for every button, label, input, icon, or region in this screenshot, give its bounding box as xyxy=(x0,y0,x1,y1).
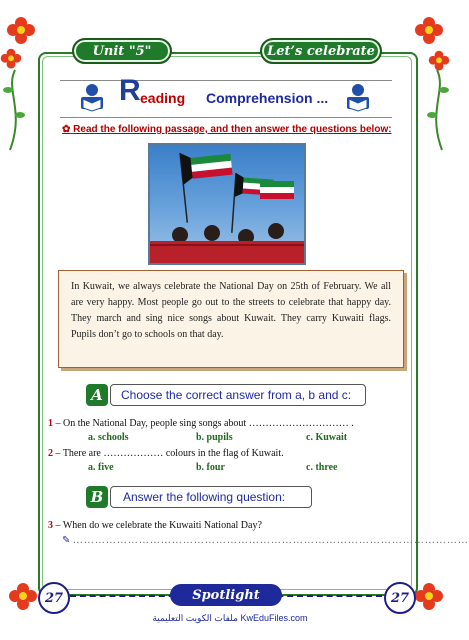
flower-icon xyxy=(414,582,444,612)
q2-option-b[interactable]: b. four xyxy=(196,462,225,473)
flower-icon xyxy=(428,50,450,72)
title-word: eading xyxy=(140,90,186,106)
title-initial: R xyxy=(119,74,141,107)
flower-icon xyxy=(8,582,38,612)
question-number: 1 xyxy=(48,418,53,429)
vine-icon xyxy=(0,70,30,150)
question-text: – When do we celebrate the Kuwaiti National Day? xyxy=(55,520,262,531)
section-label: Let’s celebrate xyxy=(260,38,382,64)
flower-icon xyxy=(6,16,36,46)
title-word-2: Comprehension ... xyxy=(206,90,329,106)
question-text: – On the National Day, people sing songs about ………………………… . xyxy=(55,418,354,429)
question-number: 3 xyxy=(48,520,53,531)
q1-option-a[interactable]: a. schools xyxy=(88,432,129,443)
section-a-badge: A xyxy=(86,384,108,406)
reading-child-icon xyxy=(344,82,372,112)
q1-option-b[interactable]: b. pupils xyxy=(196,432,233,443)
pencil-icon: ✎ xyxy=(62,535,71,546)
question-1 xyxy=(48,418,408,429)
q2-option-c[interactable]: c. three xyxy=(306,462,338,473)
q2-option-a[interactable]: a. five xyxy=(88,462,114,473)
section-a-title: Choose the correct answer from a, b and c: xyxy=(110,384,366,406)
instruction xyxy=(62,124,402,135)
unit-label: Unit "5" xyxy=(72,38,172,64)
site-watermark[interactable]: ملفات الكويت التعليمية KwEduFiles.com xyxy=(152,613,308,623)
flower-icon xyxy=(0,48,22,70)
question-number: 2 xyxy=(48,448,53,459)
bullet-icon: ✿ xyxy=(62,124,71,135)
answer-dots: ……………………………………………………………………………………………… xyxy=(72,535,469,546)
question-text: – There are ……………… colours in the flag of Kuwait. xyxy=(55,448,284,459)
page-number-right: 27 xyxy=(384,582,416,614)
flower-icon xyxy=(414,16,444,46)
answer-line[interactable] xyxy=(62,535,469,546)
section-b-title: Answer the following question: xyxy=(110,486,312,508)
question-3 xyxy=(48,520,408,531)
vine-icon xyxy=(422,70,452,150)
brand-badge: Spotlight xyxy=(170,584,282,606)
section-b-badge: B xyxy=(86,486,108,508)
kuwait-flags-photo xyxy=(148,143,306,265)
reading-passage xyxy=(58,270,404,368)
question-2 xyxy=(48,448,408,459)
q1-option-c[interactable]: c. Kuwait xyxy=(306,432,348,443)
reading-child-icon xyxy=(78,82,106,112)
page-number-left: 27 xyxy=(38,582,70,614)
passage-text: In Kuwait, we always celebrate the National Day on 25th of February. We all are very happy. Most people go out to the streets to celebrate that happy day. They march and sing nice songs about Kuwait. They carry Kuwaiti flags. Pupils don’t go to schools on that day. xyxy=(71,281,391,340)
instruction-text: Read the following passage, and then answer the questions below: xyxy=(73,124,392,135)
